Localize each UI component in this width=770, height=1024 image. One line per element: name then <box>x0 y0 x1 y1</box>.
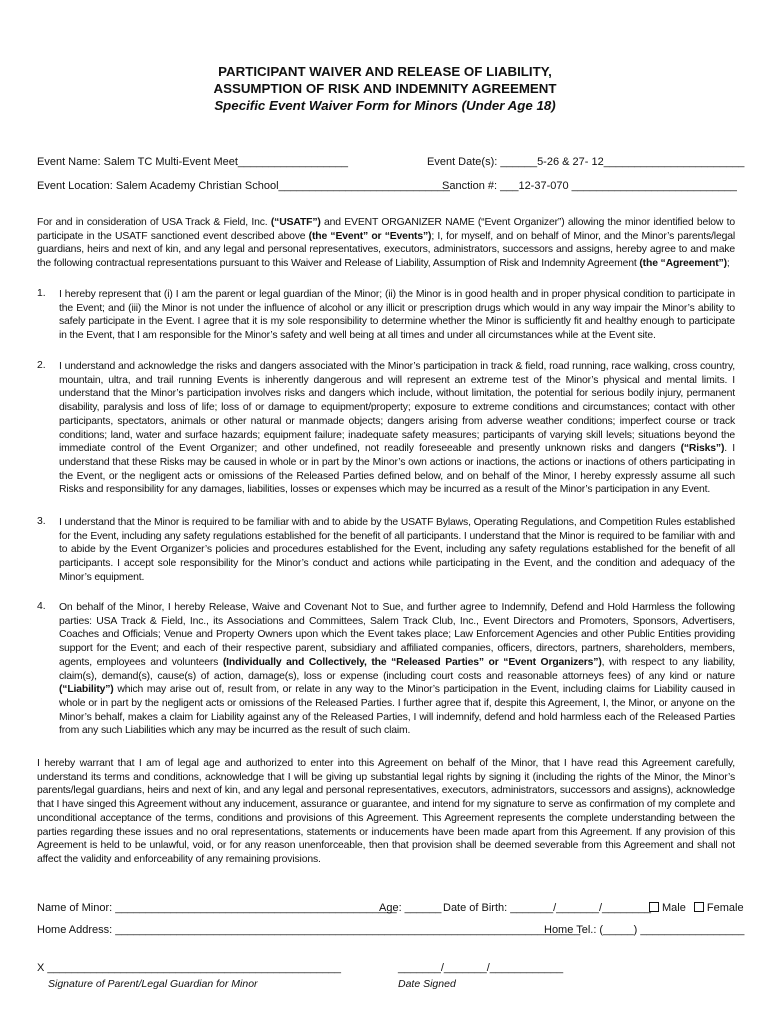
intro-text-4: ; <box>726 258 730 270</box>
home-tel-field[interactable]: Home Tel.: (_____) _________________ <box>544 924 745 936</box>
document-title <box>0 63 770 114</box>
minor-name-field[interactable]: Name of Minor: ______________________________________________ <box>37 902 397 914</box>
clause-2-text-a: I understand and acknowledge the risks and dangers associated with the Minor’s participation in track & field, road running, race walking, cross country, mountain, ultra, and trail running Events is inherently dangerous and will represent an extreme test of the Minor’s physical and mental limits. I understand that the Minor’s participation involves risks and dangers which include, without limitation, the potential for serious bodily injury, permanent disability, paralysis and loss of life; loss of or damage to equipment/property; exposure to extreme conditions and circumstances; contact with other participants, spectators, animals or other natural or manmade objects; dangers arising from adverse weather conditions; imperfect course or track conditions; land, water and surface hazards; equipment failure; inadequate safety measures; participants of varying skill levels; situations beyond the immediate control of the Event Organizer; and other undefined, not readily foreseeable and presently unknown risks and dangers <box>59 361 735 455</box>
sanction-number-field[interactable]: Sanction #: ___12-37-070 ___________________________ <box>442 180 737 192</box>
date-of-birth-field[interactable]: Date of Birth: _______/_______/________ <box>443 902 651 914</box>
clause-4-text-c: which may arise out of, result from, or relate in any way to the Minor’s participation in the Event, including claims for Liability caused in whole or in part by the negligent acts or omissions of the Released Parties. I further agree that if, despite this Agreement, I, the Minor, or anyone on the Minor’s behalf, makes a claim for Liability against any of the Released Parties, I will indemnify, defend and hold harmless each of the Released Parties from any such Liabilities which any may be incurred as the result of such claim. <box>59 684 735 737</box>
intro-text-2: and EVENT ORGANIZER NAME (“Event Organizer”) allowing the minor identified below to participate in the USATF sanctioned event described above <box>37 217 735 242</box>
intro-text-3: ; I, for myself, and on behalf of Minor, and the Minor’s parents/legal guardians, heirs and next of kin, and any legal and personal representatives, executors, administrators, successors and assigns, hereby agree to and make the following contractual representations pursuant to this Waiver and Release of Liability, Assumption of Risk and Indemnity Agreement <box>37 230 735 270</box>
event-dates-field[interactable]: Event Date(s): ______5-26 & 27- 12_______________________ <box>427 156 745 168</box>
home-address-field[interactable]: Home Address: ____________________________________________________________________________ <box>37 924 581 936</box>
clause-4-liability-def: (“Liability”) <box>59 684 114 696</box>
clause-text: I understand that the Minor is required to be familiar with and to abide by the USATF Bylaws, Operating Regulations, and Competition Rules established for the Event, including any safety regulations established for the benefit of all participants. I understand that the Minor is required to be familiar with and to abide by the Event Organizer’s policies and procedures established for the Event, including any safety regulations established for the benefit of all participants. I accept sole responsibility for the Minor’s conduct and actions while participating in the Event, and the condition and adequacy of the Minor’s equipment. <box>59 517 735 583</box>
intro-paragraph <box>37 216 735 271</box>
clause-number: 1. <box>37 288 46 299</box>
signature-label: Signature of Parent/Legal Guardian for Minor <box>48 978 258 990</box>
date-signed-line[interactable]: _______/_______/____________ <box>398 962 564 974</box>
clause-4-released-def: (Individually and Collectively, the “Released Parties” or “Event Organizers”) <box>222 656 602 668</box>
male-checkbox[interactable] <box>649 902 659 912</box>
female-checkbox[interactable] <box>694 902 704 912</box>
title-line-3: Specific Event Waiver Form for Minors (Under Age 18) <box>214 98 556 113</box>
title-line-1: PARTICIPANT WAIVER AND RELEASE OF LIABILITY, <box>218 64 552 79</box>
clause-4-text-a: On behalf of the Minor, I hereby Release, Waive and Covenant Not to Sue, and further agree to Indemnify, Defend and Hold Harmless the following parties: USA Track & Field, Inc., its Associations and Committees, Salem Track Club, Inc., Event Directors and Promoters, Sponsors, Advertisers, Coaches and Officials; Venue and Property Owners upon which the Event takes place; Law Enforcement Agencies and other Public Entities providing support for the Event; and each of their respective parent, subsidiary and affiliated companies, officers, directors, partners, shareholders, members, agents, employees and volunteers <box>59 602 735 668</box>
clause-4-text-b: , with respect to any liability, claim(s), demand(s), cause(s) of action, damage(s), loss or expense (including court costs and reasonable attorneys fees) of any kind or nature <box>59 656 735 682</box>
age-field[interactable]: Age: ______ <box>379 902 442 914</box>
title-line-2: ASSUMPTION OF RISK AND INDEMNITY AGREEMENT <box>213 81 557 96</box>
clause-number: 4. <box>37 601 46 612</box>
clause-text <box>59 601 735 738</box>
female-label: Female <box>706 902 744 914</box>
intro-text-1: For and in consideration of USA Track & Field, Inc. <box>37 217 271 228</box>
event-location-field[interactable]: Event Location: Salem Academy Christian School____________________________ <box>37 180 450 192</box>
clause-number: 2. <box>37 360 46 371</box>
clause-text <box>59 360 735 497</box>
warrant-paragraph: I hereby warrant that I am of legal age and authorized to enter into this Agreement on behalf of the Minor, that I have read this Agreement carefully, understand its terms and conditions, acknowledge that I will be giving up substantial legal rights by signing it (including the rights of the Minor, the Minor’s parents/legal guardians, heirs and next of kin, and any legal and personal representatives, executors, administrators, successors and assigns), acknowledge that I have singed this Agreement without any inducement, assurance or guarantee, and intend for my signature to serve as confirmation of my complete and unconditional acceptance of the terms, conditions and provisions of this Agreement. This Agreement represents the complete understanding between the parties regarding these issues and no oral representations, statements or inducements have been made apart from this Agreement. If any provision of this Agreement is held to be unlawful, void, or for any reason unenforceable, then that provision shall be deemed severable from this Agreement and shall not affect the validity and enforceability of any remaining provisions. <box>37 758 735 865</box>
intro-event-def: (the “Event” or “Events”) <box>308 230 432 242</box>
clause-2-text-b: . I understand that these Risks may be caused in whole or in part by the Minor’s own actions or inactions, the actions or inactions of others participating in the Event, or the negligent acts or omissions of the Released Parties defined below, and on behalf of the Minor, I hereby expressly assume all such Risks and responsibility for any damages, liabilities, losses or expenses which may be incurred as a result of the Minor’s participation in any Event. <box>59 443 735 496</box>
intro-usatf-def: (“USATF”) <box>270 217 321 228</box>
clause-text: I hereby represent that (i) I am the parent or legal guardian of the Minor; (ii) the Minor is in good health and in proper physical condition to participate in the Event; and (iii) the Minor is not under the influence of alcohol or any illicit or prescription drugs which would in any way impair the Minor’s ability to safely participate in the Event. I agree that it is my sole responsibility to determine whether the Minor is sufficiently fit and healthy enough to participate in the Event, that I am responsible for the Minor’s safety and well being at all times and under all circumstances while at the Event site. <box>59 289 735 342</box>
date-signed-label: Date Signed <box>398 978 456 990</box>
clause-2-risks-def: (“Risks”) <box>680 443 725 455</box>
gender-options <box>649 902 744 915</box>
event-name-field[interactable]: Event Name: Salem TC Multi-Event Meet__________________ <box>37 156 349 168</box>
signature-line[interactable]: X ________________________________________________ <box>37 962 342 974</box>
clause-number: 3. <box>37 516 46 527</box>
male-label: Male <box>662 902 686 914</box>
intro-agreement-def: (the “Agreement”) <box>639 258 727 270</box>
